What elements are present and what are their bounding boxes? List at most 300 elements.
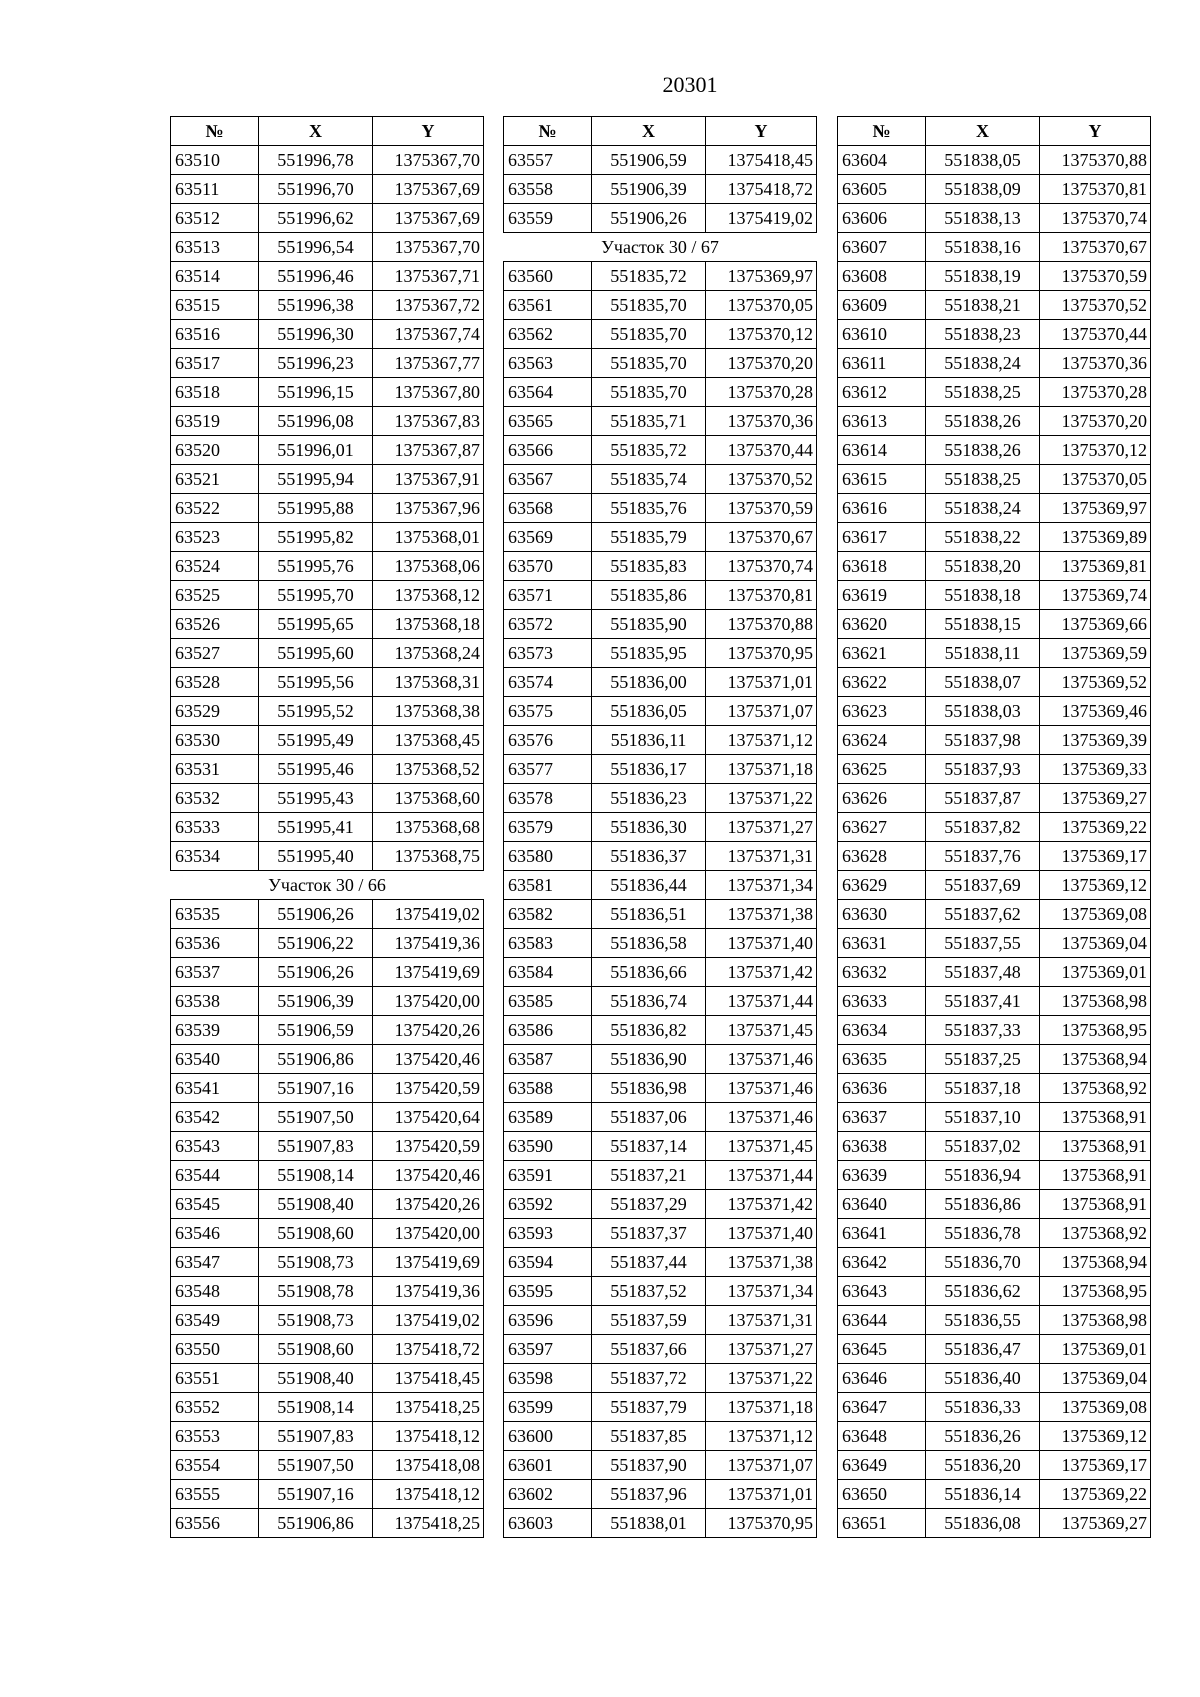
x-coordinate-cell: 551836,08 — [926, 1509, 1040, 1538]
column-header-y: Y — [1040, 117, 1151, 146]
x-coordinate-cell: 551837,48 — [926, 958, 1040, 987]
y-coordinate-cell: 1375420,26 — [373, 1190, 484, 1219]
y-coordinate-cell: 1375371,40 — [706, 929, 817, 958]
x-coordinate-cell: 551906,26 — [259, 958, 373, 987]
table-row — [171, 1335, 484, 1364]
table-row — [504, 639, 817, 668]
x-coordinate-cell: 551908,14 — [259, 1393, 373, 1422]
point-number-cell: 63524 — [171, 552, 259, 581]
point-number-cell: 63550 — [171, 1335, 259, 1364]
y-coordinate-cell: 1375371,12 — [706, 726, 817, 755]
table-row — [171, 1190, 484, 1219]
y-coordinate-cell: 1375371,18 — [706, 1393, 817, 1422]
table-row — [838, 755, 1151, 784]
point-number-cell: 63530 — [171, 726, 259, 755]
table-row — [171, 262, 484, 291]
table-row — [171, 813, 484, 842]
y-coordinate-cell: 1375369,17 — [1040, 842, 1151, 871]
x-coordinate-cell: 551908,60 — [259, 1335, 373, 1364]
y-coordinate-cell: 1375371,34 — [706, 1277, 817, 1306]
point-number-cell: 63511 — [171, 175, 259, 204]
table-row — [504, 1103, 817, 1132]
table-row — [171, 1364, 484, 1393]
table-row — [838, 233, 1151, 262]
y-coordinate-cell: 1375370,44 — [706, 436, 817, 465]
point-number-cell: 63625 — [838, 755, 926, 784]
point-number-cell: 63616 — [838, 494, 926, 523]
point-number-cell: 63623 — [838, 697, 926, 726]
x-coordinate-cell: 551995,52 — [259, 697, 373, 726]
point-number-cell: 63596 — [504, 1306, 592, 1335]
table-row — [838, 610, 1151, 639]
y-coordinate-cell: 1375371,46 — [706, 1074, 817, 1103]
point-number-cell: 63565 — [504, 407, 592, 436]
x-coordinate-cell: 551908,73 — [259, 1306, 373, 1335]
point-number-cell: 63613 — [838, 407, 926, 436]
x-coordinate-cell: 551837,72 — [592, 1364, 706, 1393]
x-coordinate-cell: 551837,76 — [926, 842, 1040, 871]
point-number-cell: 63651 — [838, 1509, 926, 1538]
x-coordinate-cell: 551836,90 — [592, 1045, 706, 1074]
x-coordinate-cell: 551906,59 — [592, 146, 706, 175]
x-coordinate-cell: 551835,72 — [592, 436, 706, 465]
table-row — [838, 1161, 1151, 1190]
table-row — [504, 146, 817, 175]
point-number-cell: 63649 — [838, 1451, 926, 1480]
x-coordinate-cell: 551836,98 — [592, 1074, 706, 1103]
table-row — [504, 610, 817, 639]
y-coordinate-cell: 1375371,01 — [706, 668, 817, 697]
point-number-cell: 63634 — [838, 1016, 926, 1045]
point-number-cell: 63582 — [504, 900, 592, 929]
x-coordinate-cell: 551836,14 — [926, 1480, 1040, 1509]
x-coordinate-cell: 551996,62 — [259, 204, 373, 233]
table-row — [171, 146, 484, 175]
point-number-cell: 63537 — [171, 958, 259, 987]
point-number-cell: 63631 — [838, 929, 926, 958]
table-row — [504, 291, 817, 320]
x-coordinate-cell: 551995,65 — [259, 610, 373, 639]
point-number-cell: 63554 — [171, 1451, 259, 1480]
x-coordinate-cell: 551838,15 — [926, 610, 1040, 639]
table-row — [838, 1335, 1151, 1364]
x-coordinate-cell: 551836,05 — [592, 697, 706, 726]
x-coordinate-cell: 551906,39 — [259, 987, 373, 1016]
point-number-cell: 63603 — [504, 1509, 592, 1538]
y-coordinate-cell: 1375419,02 — [706, 204, 817, 233]
y-coordinate-cell: 1375419,02 — [373, 1306, 484, 1335]
point-number-cell: 63588 — [504, 1074, 592, 1103]
y-coordinate-cell: 1375368,38 — [373, 697, 484, 726]
y-coordinate-cell: 1375369,01 — [1040, 1335, 1151, 1364]
y-coordinate-cell: 1375367,71 — [373, 262, 484, 291]
x-coordinate-cell: 551837,93 — [926, 755, 1040, 784]
point-number-cell: 63622 — [838, 668, 926, 697]
y-coordinate-cell: 1375418,12 — [373, 1480, 484, 1509]
x-coordinate-cell: 551838,23 — [926, 320, 1040, 349]
y-coordinate-cell: 1375370,52 — [706, 465, 817, 494]
y-coordinate-cell: 1375369,12 — [1040, 1422, 1151, 1451]
table-row — [171, 1422, 484, 1451]
x-coordinate-cell: 551996,01 — [259, 436, 373, 465]
x-coordinate-cell: 551838,16 — [926, 233, 1040, 262]
table-row — [504, 900, 817, 929]
point-number-cell: 63597 — [504, 1335, 592, 1364]
x-coordinate-cell: 551906,39 — [592, 175, 706, 204]
y-coordinate-cell: 1375369,08 — [1040, 1393, 1151, 1422]
x-coordinate-cell: 551996,30 — [259, 320, 373, 349]
point-number-cell: 63626 — [838, 784, 926, 813]
table-row — [838, 581, 1151, 610]
point-number-cell: 63528 — [171, 668, 259, 697]
point-number-cell: 63606 — [838, 204, 926, 233]
x-coordinate-cell: 551836,44 — [592, 871, 706, 900]
y-coordinate-cell: 1375371,22 — [706, 784, 817, 813]
point-number-cell: 63621 — [838, 639, 926, 668]
x-coordinate-cell: 551835,86 — [592, 581, 706, 610]
y-coordinate-cell: 1375368,91 — [1040, 1132, 1151, 1161]
table-row — [504, 1132, 817, 1161]
x-coordinate-cell: 551908,40 — [259, 1364, 373, 1393]
table-row — [504, 871, 817, 900]
table-row — [504, 349, 817, 378]
point-number-cell: 63595 — [504, 1277, 592, 1306]
x-coordinate-cell: 551836,55 — [926, 1306, 1040, 1335]
y-coordinate-cell: 1375367,69 — [373, 175, 484, 204]
point-number-cell: 63519 — [171, 407, 259, 436]
y-coordinate-cell: 1375371,46 — [706, 1103, 817, 1132]
y-coordinate-cell: 1375420,00 — [373, 1219, 484, 1248]
y-coordinate-cell: 1375370,36 — [1040, 349, 1151, 378]
point-number-cell: 63542 — [171, 1103, 259, 1132]
x-coordinate-cell: 551996,23 — [259, 349, 373, 378]
y-coordinate-cell: 1375419,36 — [373, 929, 484, 958]
y-coordinate-cell: 1375368,31 — [373, 668, 484, 697]
point-number-cell: 63592 — [504, 1190, 592, 1219]
y-coordinate-cell: 1375420,26 — [373, 1016, 484, 1045]
x-coordinate-cell: 551835,70 — [592, 291, 706, 320]
table-row — [838, 1393, 1151, 1422]
x-coordinate-cell: 551996,15 — [259, 378, 373, 407]
y-coordinate-cell: 1375371,45 — [706, 1016, 817, 1045]
x-coordinate-cell: 551836,37 — [592, 842, 706, 871]
table-row — [171, 1132, 484, 1161]
column-header-number: № — [504, 117, 592, 146]
table-row — [838, 204, 1151, 233]
y-coordinate-cell: 1375418,45 — [706, 146, 817, 175]
point-number-cell: 63522 — [171, 494, 259, 523]
point-number-cell: 63539 — [171, 1016, 259, 1045]
table-header-row — [838, 117, 1151, 146]
x-coordinate-cell: 551995,70 — [259, 581, 373, 610]
point-number-cell: 63624 — [838, 726, 926, 755]
point-number-cell: 63637 — [838, 1103, 926, 1132]
point-number-cell: 63615 — [838, 465, 926, 494]
x-coordinate-cell: 551996,46 — [259, 262, 373, 291]
x-coordinate-cell: 551907,16 — [259, 1074, 373, 1103]
table-row — [504, 958, 817, 987]
point-number-cell: 63560 — [504, 262, 592, 291]
x-coordinate-cell: 551907,16 — [259, 1480, 373, 1509]
point-number-cell: 63545 — [171, 1190, 259, 1219]
y-coordinate-cell: 1375369,01 — [1040, 958, 1151, 987]
x-coordinate-cell: 551908,60 — [259, 1219, 373, 1248]
x-coordinate-cell: 551995,46 — [259, 755, 373, 784]
table-row — [504, 1509, 817, 1538]
x-coordinate-cell: 551995,60 — [259, 639, 373, 668]
table-row — [838, 1248, 1151, 1277]
y-coordinate-cell: 1375420,00 — [373, 987, 484, 1016]
table-row — [838, 668, 1151, 697]
table-row — [838, 262, 1151, 291]
table-row — [171, 726, 484, 755]
table-row — [838, 813, 1151, 842]
y-coordinate-cell: 1375371,38 — [706, 900, 817, 929]
point-number-cell: 63641 — [838, 1219, 926, 1248]
column-header-y: Y — [373, 117, 484, 146]
x-coordinate-cell: 551838,09 — [926, 175, 1040, 204]
table-row — [838, 1480, 1151, 1509]
table-row — [504, 842, 817, 871]
y-coordinate-cell: 1375368,95 — [1040, 1277, 1151, 1306]
x-coordinate-cell: 551835,70 — [592, 349, 706, 378]
x-coordinate-cell: 551836,47 — [926, 1335, 1040, 1364]
table-row — [504, 1248, 817, 1277]
point-number-cell: 63604 — [838, 146, 926, 175]
y-coordinate-cell: 1375370,95 — [706, 1509, 817, 1538]
section-title: Участок 30 / 67 — [504, 233, 817, 262]
point-number-cell: 63573 — [504, 639, 592, 668]
point-number-cell: 63633 — [838, 987, 926, 1016]
y-coordinate-cell: 1375368,01 — [373, 523, 484, 552]
x-coordinate-cell: 551836,58 — [592, 929, 706, 958]
x-coordinate-cell: 551836,74 — [592, 987, 706, 1016]
x-coordinate-cell: 551836,26 — [926, 1422, 1040, 1451]
y-coordinate-cell: 1375368,75 — [373, 842, 484, 871]
column-header-y: Y — [706, 117, 817, 146]
y-coordinate-cell: 1375370,67 — [706, 523, 817, 552]
point-number-cell: 63627 — [838, 813, 926, 842]
point-number-cell: 63630 — [838, 900, 926, 929]
point-number-cell: 63521 — [171, 465, 259, 494]
table-row — [171, 378, 484, 407]
x-coordinate-cell: 551837,59 — [592, 1306, 706, 1335]
point-number-cell: 63571 — [504, 581, 592, 610]
table-row — [171, 1277, 484, 1306]
y-coordinate-cell: 1375371,40 — [706, 1219, 817, 1248]
point-number-cell: 63544 — [171, 1161, 259, 1190]
table-row — [838, 523, 1151, 552]
table-row — [838, 1103, 1151, 1132]
y-coordinate-cell: 1375371,07 — [706, 697, 817, 726]
x-coordinate-cell: 551906,22 — [259, 929, 373, 958]
table-row — [504, 1016, 817, 1045]
x-coordinate-cell: 551906,86 — [259, 1509, 373, 1538]
y-coordinate-cell: 1375371,46 — [706, 1045, 817, 1074]
y-coordinate-cell: 1375370,59 — [706, 494, 817, 523]
y-coordinate-cell: 1375367,70 — [373, 233, 484, 262]
point-number-cell: 63581 — [504, 871, 592, 900]
table-row — [504, 204, 817, 233]
y-coordinate-cell: 1375369,08 — [1040, 900, 1151, 929]
point-number-cell: 63643 — [838, 1277, 926, 1306]
y-coordinate-cell: 1375370,81 — [1040, 175, 1151, 204]
table-row — [171, 842, 484, 871]
x-coordinate-cell: 551836,40 — [926, 1364, 1040, 1393]
y-coordinate-cell: 1375371,31 — [706, 1306, 817, 1335]
x-coordinate-cell: 551836,11 — [592, 726, 706, 755]
y-coordinate-cell: 1375367,77 — [373, 349, 484, 378]
point-number-cell: 63538 — [171, 987, 259, 1016]
y-coordinate-cell: 1375370,05 — [1040, 465, 1151, 494]
x-coordinate-cell: 551907,50 — [259, 1451, 373, 1480]
x-coordinate-cell: 551837,66 — [592, 1335, 706, 1364]
x-coordinate-cell: 551835,83 — [592, 552, 706, 581]
point-number-cell: 63572 — [504, 610, 592, 639]
point-number-cell: 63543 — [171, 1132, 259, 1161]
table-header-row — [504, 117, 817, 146]
table-row — [838, 1190, 1151, 1219]
point-number-cell: 63561 — [504, 291, 592, 320]
x-coordinate-cell: 551837,10 — [926, 1103, 1040, 1132]
point-number-cell: 63594 — [504, 1248, 592, 1277]
y-coordinate-cell: 1375371,42 — [706, 1190, 817, 1219]
x-coordinate-cell: 551838,21 — [926, 291, 1040, 320]
table-row — [171, 900, 484, 929]
x-coordinate-cell: 551906,59 — [259, 1016, 373, 1045]
y-coordinate-cell: 1375370,20 — [1040, 407, 1151, 436]
table-row — [838, 987, 1151, 1016]
table-row — [171, 1219, 484, 1248]
point-number-cell: 63618 — [838, 552, 926, 581]
point-number-cell: 63549 — [171, 1306, 259, 1335]
point-number-cell: 63636 — [838, 1074, 926, 1103]
table-row — [838, 871, 1151, 900]
y-coordinate-cell: 1375419,02 — [373, 900, 484, 929]
table-row — [504, 697, 817, 726]
point-number-cell: 63568 — [504, 494, 592, 523]
table-row — [838, 465, 1151, 494]
y-coordinate-cell: 1375370,88 — [1040, 146, 1151, 175]
y-coordinate-cell: 1375371,42 — [706, 958, 817, 987]
y-coordinate-cell: 1375371,45 — [706, 1132, 817, 1161]
table-row — [171, 204, 484, 233]
y-coordinate-cell: 1375418,12 — [373, 1422, 484, 1451]
point-number-cell: 63645 — [838, 1335, 926, 1364]
y-coordinate-cell: 1375369,46 — [1040, 697, 1151, 726]
table-row — [504, 813, 817, 842]
x-coordinate-cell: 551836,94 — [926, 1161, 1040, 1190]
x-coordinate-cell: 551838,05 — [926, 146, 1040, 175]
point-number-cell: 63647 — [838, 1393, 926, 1422]
point-number-cell: 63578 — [504, 784, 592, 813]
point-number-cell: 63640 — [838, 1190, 926, 1219]
table-row — [838, 1451, 1151, 1480]
y-coordinate-cell: 1375368,24 — [373, 639, 484, 668]
table-row — [838, 552, 1151, 581]
point-number-cell: 63567 — [504, 465, 592, 494]
y-coordinate-cell: 1375368,91 — [1040, 1161, 1151, 1190]
table-row — [504, 175, 817, 204]
y-coordinate-cell: 1375420,64 — [373, 1103, 484, 1132]
table-row — [171, 610, 484, 639]
point-number-cell: 63587 — [504, 1045, 592, 1074]
table-row — [838, 494, 1151, 523]
point-number-cell: 63510 — [171, 146, 259, 175]
table-row — [504, 378, 817, 407]
point-number-cell: 63520 — [171, 436, 259, 465]
table-row — [838, 291, 1151, 320]
table-row — [171, 436, 484, 465]
x-coordinate-cell: 551907,83 — [259, 1422, 373, 1451]
point-number-cell: 63523 — [171, 523, 259, 552]
point-number-cell: 63598 — [504, 1364, 592, 1393]
table-row — [838, 1219, 1151, 1248]
table-row — [171, 175, 484, 204]
point-number-cell: 63533 — [171, 813, 259, 842]
table-row — [171, 639, 484, 668]
point-number-cell: 63611 — [838, 349, 926, 378]
point-number-cell: 63591 — [504, 1161, 592, 1190]
table-row — [171, 349, 484, 378]
point-number-cell: 63619 — [838, 581, 926, 610]
x-coordinate-cell: 551837,52 — [592, 1277, 706, 1306]
y-coordinate-cell: 1375419,36 — [373, 1277, 484, 1306]
y-coordinate-cell: 1375367,96 — [373, 494, 484, 523]
point-number-cell: 63600 — [504, 1422, 592, 1451]
table-row — [838, 175, 1151, 204]
column-header-x: X — [259, 117, 373, 146]
table-row — [504, 494, 817, 523]
y-coordinate-cell: 1375368,91 — [1040, 1190, 1151, 1219]
table-row — [171, 668, 484, 697]
y-coordinate-cell: 1375370,05 — [706, 291, 817, 320]
table-row — [504, 1190, 817, 1219]
y-coordinate-cell: 1375371,12 — [706, 1422, 817, 1451]
x-coordinate-cell: 551995,76 — [259, 552, 373, 581]
point-number-cell: 63629 — [838, 871, 926, 900]
x-coordinate-cell: 551996,70 — [259, 175, 373, 204]
table-row — [838, 436, 1151, 465]
table-row — [504, 987, 817, 1016]
y-coordinate-cell: 1375418,72 — [706, 175, 817, 204]
table-row — [171, 465, 484, 494]
y-coordinate-cell: 1375369,22 — [1040, 813, 1151, 842]
table-row — [171, 407, 484, 436]
table-row — [838, 146, 1151, 175]
table-row — [171, 291, 484, 320]
table-row — [504, 726, 817, 755]
y-coordinate-cell: 1375370,28 — [1040, 378, 1151, 407]
y-coordinate-cell: 1375368,92 — [1040, 1219, 1151, 1248]
x-coordinate-cell: 551835,70 — [592, 320, 706, 349]
x-coordinate-cell: 551838,18 — [926, 581, 1040, 610]
point-number-cell: 63559 — [504, 204, 592, 233]
table-row — [171, 958, 484, 987]
y-coordinate-cell: 1375369,22 — [1040, 1480, 1151, 1509]
table-row — [504, 523, 817, 552]
point-number-cell: 63579 — [504, 813, 592, 842]
y-coordinate-cell: 1375368,45 — [373, 726, 484, 755]
x-coordinate-cell: 551836,30 — [592, 813, 706, 842]
x-coordinate-cell: 551838,24 — [926, 349, 1040, 378]
y-coordinate-cell: 1375369,66 — [1040, 610, 1151, 639]
point-number-cell: 63580 — [504, 842, 592, 871]
y-coordinate-cell: 1375368,12 — [373, 581, 484, 610]
x-coordinate-cell: 551908,73 — [259, 1248, 373, 1277]
point-number-cell: 63555 — [171, 1480, 259, 1509]
table-row — [171, 1248, 484, 1277]
